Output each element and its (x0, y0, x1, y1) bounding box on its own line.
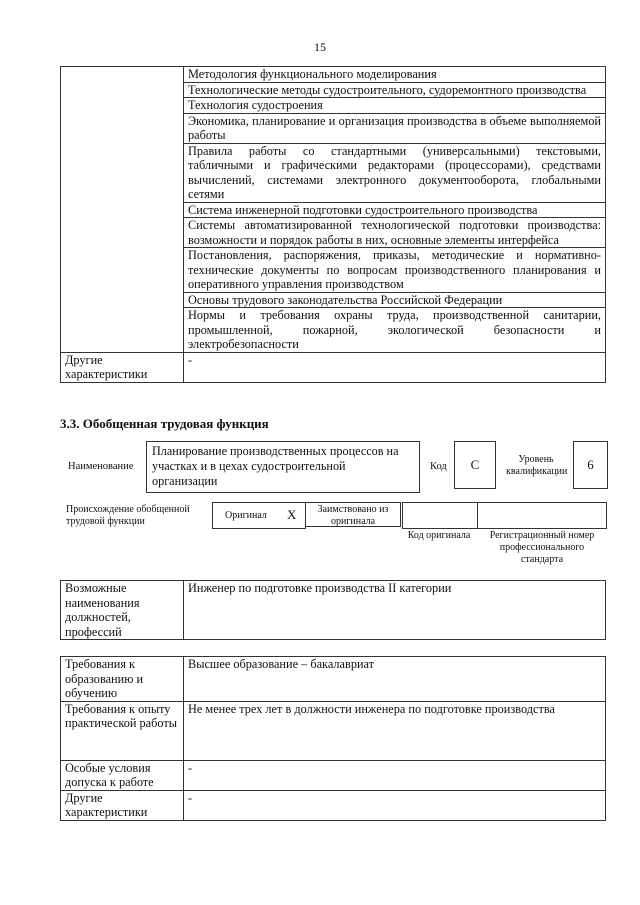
knowledge-item: Правила работы со стандартными (универсальными) текстовыми, табличными и графическими редакторами (процессорами), средствами вычислений, системами электронного документооборота, глобальными сетями (184, 143, 606, 202)
page-number: 15 (314, 40, 326, 54)
name-label: Наименование (68, 461, 134, 472)
level-value: 6 (573, 441, 608, 489)
positions-label: Возможные наименования должностей, профессий (61, 581, 184, 640)
requirements-table (60, 656, 606, 821)
requirement-label: Особые условия допуска к работе (61, 760, 184, 790)
table-row (61, 701, 606, 760)
requirement-value: Высшее образование – бакалавриат (184, 657, 606, 702)
knowledge-item: Технологические методы судостроительного, судоремонтного производства (184, 82, 606, 98)
code-original-label: Код оригинала (407, 530, 471, 541)
original-mark: X (287, 507, 297, 522)
empty-label-cell (61, 67, 184, 353)
knowledge-item: Система инженерной подготовки судостроительного производства (184, 202, 606, 218)
other-label: Другие характеристики (61, 352, 184, 382)
table-row (61, 790, 606, 820)
borrowed-label: Заимствовано из оригинала (305, 502, 401, 527)
requirement-label: Требования к образованию и обучению (61, 657, 184, 702)
reg-number-label: Регистрационный номер профессионального стандарта (489, 530, 595, 565)
original-box (212, 502, 306, 529)
requirement-label: Другие характеристики (61, 790, 184, 820)
code-label: Код (430, 461, 447, 472)
other-value: - (184, 352, 606, 382)
section-title: 3.3. Обобщенная трудовая функция (60, 416, 269, 431)
knowledge-item: Экономика, планирование и организация производства в объеме выполняемой работы (184, 113, 606, 143)
knowledge-table (60, 66, 606, 383)
knowledge-item: Постановления, распоряжения, приказы, методические и нормативно-технические документы по вопросам производственного планирования и оперативного управления производством (184, 248, 606, 293)
reg-number-box (477, 502, 607, 529)
code-value: C (454, 441, 496, 489)
knowledge-item: Методология функционального моделирования (184, 67, 606, 83)
requirement-value: - (184, 790, 606, 820)
name-value: Планирование производственных процессов на участках и в цехах судостроительной организации (146, 441, 420, 493)
knowledge-item: Технология судостроения (184, 98, 606, 114)
table-row (61, 67, 606, 83)
positions-table (60, 580, 606, 640)
table-row (61, 760, 606, 790)
code-original-box (402, 502, 478, 529)
knowledge-item: Основы трудового законодательства Российской Федерации (184, 292, 606, 308)
origin-label: Происхождение обобщенной трудовой функции (66, 504, 190, 527)
requirement-value: - (184, 760, 606, 790)
original-label: Оригинал (225, 510, 267, 521)
table-row (61, 352, 606, 382)
level-label: Уровень квалификации (506, 454, 568, 477)
requirement-value: Не менее трех лет в должности инженера по подготовке производства (184, 701, 606, 760)
requirement-label: Требования к опыту практической работы (61, 701, 184, 760)
positions-value: Инженер по подготовке производства II категории (184, 581, 606, 640)
knowledge-item: Системы автоматизированной технологической подготовки производства: возможности и порядок работы в них, основные элементы интерфейса (184, 218, 606, 248)
knowledge-item: Нормы и требования охраны труда, производственной санитарии, промышленной, пожарной, экологической безопасности и электробезопасности (184, 308, 606, 353)
table-row (61, 581, 606, 640)
table-row (61, 657, 606, 702)
